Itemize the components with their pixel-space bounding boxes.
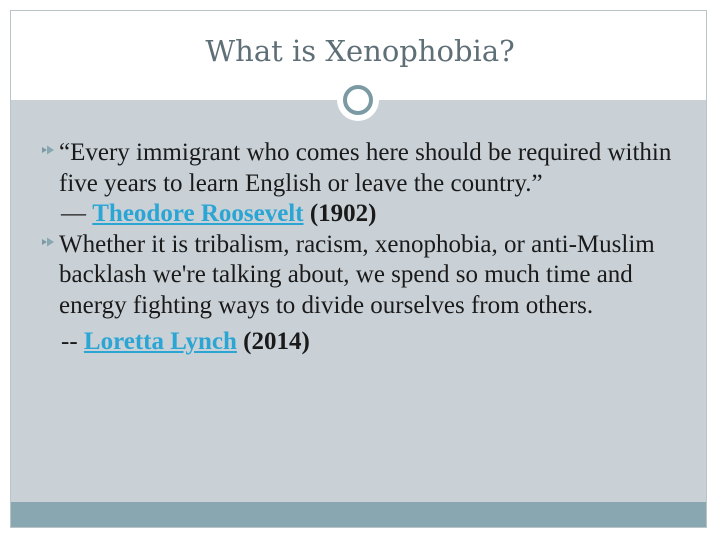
slide-title: What is Xenophobia? — [205, 34, 515, 68]
bullet-arrow-icon — [40, 234, 56, 250]
author-link-roosevelt[interactable]: Theodore Roosevelt — [92, 200, 304, 227]
quote-year: (2014) — [243, 328, 310, 355]
quote-attribution — [59, 199, 682, 230]
circle-ring-icon — [339, 81, 377, 119]
attribution-dash: -- — [61, 328, 84, 355]
quote-attribution — [59, 327, 682, 358]
quote-lynch — [42, 230, 682, 358]
quote-roosevelt — [42, 138, 682, 230]
quote-text: “Every immigrant who comes here should be required within five years to learn English or leave the country.” — [59, 139, 672, 197]
author-link-lynch[interactable]: Loretta Lynch — [83, 328, 237, 355]
bullet-arrow-icon — [40, 142, 56, 158]
slide-content — [42, 138, 682, 358]
bottom-bar — [11, 502, 706, 527]
attribution-dash: — — [61, 200, 93, 227]
quote-year: (1902) — [309, 200, 377, 227]
quote-text: Whether it is tribalism, racism, xenophobia, or anti-Muslim backlash we're talking about, we spend so much time and energy fighting ways to divide ourselves from others. — [59, 230, 655, 319]
